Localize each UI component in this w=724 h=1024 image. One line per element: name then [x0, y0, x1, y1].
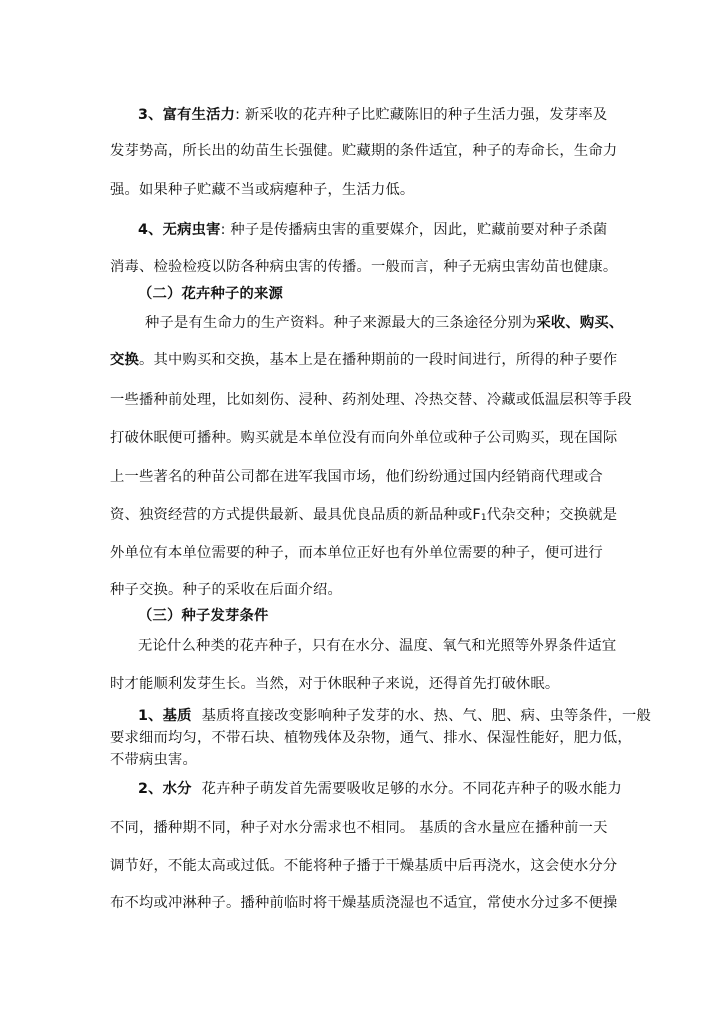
paragraph-water-line-2: 不同，播种期不同，种子对水分需求也不相同。 基质的含水量应在播种前一天 — [110, 820, 608, 836]
paragraph-water-line-1: 2、水分 花卉种子萌发首先需要吸收足够的水分。不同花卉种子的吸水能力 — [138, 781, 623, 797]
paragraph-pest-free-line-1: 4、无病虫害: 种子是传播病虫害的重要媒介，因此，贮藏前要对种子杀菌 — [138, 222, 608, 238]
heading-pest-free: 4、无病虫害 — [138, 222, 221, 238]
keywords-sources: 采收、购买、 — [536, 315, 624, 331]
paragraph-sources-line-4: 打破休眠便可播种。购买就是本单位没有而向外单位或种子公司购买，现在国际 — [110, 430, 618, 446]
paragraph-sources-line-3: 一些播种前处理，比如刻伤、浸种、药剂处理、冷热交替、冷藏或低温层积等手段 — [110, 392, 632, 408]
paragraph-pest-free-line-2: 消毒、检验检疫以防各种病虫害的传播。一般而言，种子无病虫害幼苗也健康。 — [110, 259, 618, 275]
keyword-exchange: 交换 — [110, 352, 139, 368]
heading-water: 2、水分 — [138, 781, 192, 797]
paragraph-water-line-3: 调节好，不能太高或过低。不能将种子播于干燥基质中后再浇水，这会使水分分 — [110, 858, 618, 874]
paragraph-conditions-line-1: 无论什么种类的花卉种子，只有在水分、温度、氧气和光照等外界条件适宜 — [138, 638, 617, 654]
paragraph-sources-line-5: 上一些著名的种苗公司都在进军我国市场，他们纷纷通过国内经销商代理或合 — [110, 469, 603, 485]
section-heading-seed-sources: （二）花卉种子的来源 — [138, 286, 283, 302]
heading-substrate: 1、基质 — [138, 708, 192, 724]
subscript-one: 1 — [480, 513, 487, 523]
section-heading-germination-conditions: （三）种子发芽条件 — [138, 608, 269, 624]
paragraph-water-line-4: 布不均或冲淋种子。播种前临时将干燥基质浇湿也不适宜，常使水分过多不便操 — [110, 895, 618, 911]
paragraph-sources-line-1: 种子是有生命力的生产资料。种子来源最大的三条途径分别为采收、购买、 — [145, 315, 624, 331]
paragraph-substrate-line-3: 不带病虫害。 — [110, 752, 197, 768]
paragraph-vitality-line-2: 发芽势高，所长出的幼苗生长强健。贮藏期的条件适宜，种子的寿命长，生命力 — [110, 143, 618, 159]
paragraph-sources-line-8: 种子交换。种子的采收在后面介绍。 — [110, 582, 342, 598]
paragraph-sources-line-2: 交换。其中购买和交换，基本上是在播种期前的一段时间进行，所得的种子要作 — [110, 352, 618, 368]
paragraph-conditions-line-2: 时才能顺利发芽生长。当然，对于休眠种子来说，还得首先打破休眠。 — [110, 676, 560, 692]
paragraph-vitality-line-1: 3、富有生活力: 新采收的花卉种子比贮藏陈旧的种子生活力强，发芽率及 — [138, 107, 608, 123]
paragraph-vitality-line-3: 强。如果种子贮藏不当或病瘪种子，生活力低。 — [110, 182, 415, 198]
paragraph-sources-line-6: 资、独资经营的方式提供最新、最具优良品质的新品种或$F_1$代杂交种；交换就是 — [110, 507, 618, 523]
paragraph-sources-line-7: 外单位有本单位需要的种子，而本单位正好也有外单位需要的种子，便可进行 — [110, 545, 603, 561]
paragraph-substrate-line-1: 1、基质 基质将直接改变影响种子发芽的水、热、气、肥、病、虫等条件，一般 — [138, 708, 652, 724]
heading-vitality: 3、富有生活力 — [138, 107, 236, 123]
paragraph-substrate-line-2: 要求细而均匀，不带石块、植物残体及杂物，通气、排水、保湿性能好，肥力低， — [110, 730, 632, 746]
